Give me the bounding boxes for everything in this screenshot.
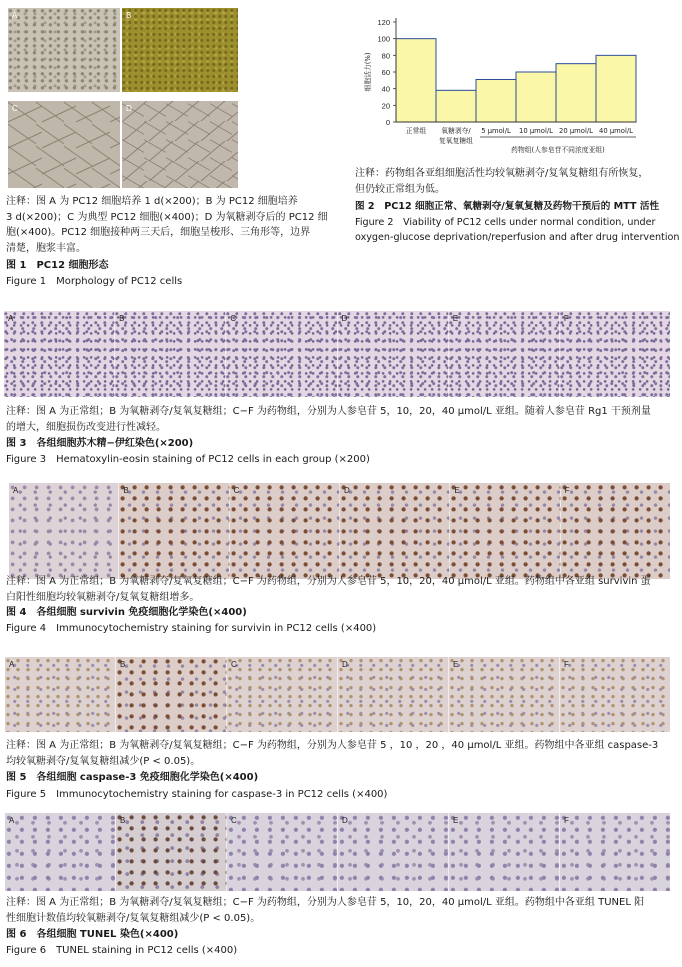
fig6-note-line: 注释：图 A 为正常组；B 为氧糖剥夺/复氧复糖组；C−F 为药物组，分别为人参皂苷 5，10，20，40 μmol/L 亚组。药物组中各亚组 TUNEL 阳: [6, 897, 645, 908]
fig1-note-line: 3 d(×200)；C 为典型 PC12 细胞(×400)；D 为氧糖剥夺后的 PC12 细: [6, 211, 328, 223]
bar: [396, 39, 436, 122]
fig5-title-en: Figure 5 Immunocytochemistry staining for caspase-3 in PC12 cells (×400): [6, 789, 388, 800]
fig6-title-cn: 图 6 各组细胞 TUNEL 染色(×400): [6, 929, 179, 940]
fig4-panel-f: [561, 483, 670, 579]
x-tick-label: 10 μmol/L: [519, 127, 553, 135]
fig1-panel-d: [122, 101, 238, 188]
fig6-panel-d: [338, 813, 449, 891]
fig4-image-strip: [9, 483, 670, 579]
fig4-panel-d: [340, 483, 450, 579]
y-tick-label: 100: [377, 34, 390, 44]
panel-label: D: [341, 314, 348, 323]
panel-label: E: [453, 816, 459, 825]
panel-label: B: [126, 11, 132, 20]
fig5-panel-a: [5, 657, 116, 732]
fig1-panel-c: [8, 101, 120, 188]
fig1-note: [6, 194, 336, 256]
fig4-panel-a: [9, 483, 119, 579]
x-tick-label: 复氧复糖组: [439, 137, 473, 145]
fig6-panel-c: [227, 813, 338, 891]
fig6-title-en: Figure 6 TUNEL staining in PC12 cells (×400): [6, 945, 238, 956]
fig5-note-line: 均较氧糖剥夺/复氧复糖组减少(P < 0.05)。: [6, 755, 201, 767]
panel-label: C: [231, 816, 237, 825]
fig3-panel-f: [560, 311, 670, 397]
panel-label: E: [454, 486, 460, 495]
fig1-panel-b: [122, 8, 238, 92]
x-axis-label: 药物组(人参皂苷不同浓度亚组): [511, 146, 605, 154]
panel-label: A: [13, 486, 19, 495]
fig3-panel-b: [115, 311, 226, 397]
panel-label: F: [564, 660, 569, 669]
fig1-title-cn: 图 1 PC12 细胞形态: [6, 260, 109, 271]
fig6-note: [6, 895, 678, 926]
fig5-note-line: 注释：图 A 为正常组；B 为氧糖剥夺/复氧复糖组；C−F 为药物组，分别为人参皂苷 5 ，10 ，20 ，40 μmol/L 亚组。药物组中各亚组 caspase-3: [6, 740, 659, 751]
fig5-panel-b: [116, 657, 227, 732]
y-tick-label: 120: [377, 18, 390, 27]
fig6-image-strip: [5, 813, 670, 891]
fig5-image-strip: [5, 657, 670, 732]
mtt-bar-chart: [352, 8, 652, 160]
fig6-panel-a: [5, 813, 116, 891]
panel-label: F: [563, 314, 569, 323]
panel-label: A: [8, 314, 14, 323]
panel-label: A: [9, 660, 15, 669]
fig2-note-line: 但仍较正常组为低。: [355, 183, 445, 195]
fig4-title-en: Figure 4 Immunocytochemistry staining for survivin in PC12 cells (×400): [6, 623, 377, 634]
fig6-note-line: 性细胞计数值均较氧糖剥夺/复氧复糖组减少(P < 0.05)。: [6, 912, 261, 924]
panel-label: C: [230, 314, 237, 323]
fig4-note-line: 白阳性细胞均较氧糖剥夺/复氧复糖组增多。: [6, 591, 200, 603]
panel-label: E: [452, 314, 459, 323]
fig4-panel-b: [119, 483, 229, 579]
y-tick-label: 0: [385, 118, 390, 127]
fig2-title-en: [355, 215, 679, 245]
panel-label: F: [564, 816, 569, 825]
panel-label: B: [119, 314, 125, 323]
bar: [476, 80, 516, 123]
panel-label: E: [453, 660, 459, 669]
panel-label: D: [342, 816, 348, 825]
bar: [516, 72, 556, 122]
panel-label: A: [12, 11, 18, 20]
fig1-note-line: 胞(×400)。PC12 细胞接种两三天后，细胞呈梭形、三角形等，边界: [6, 227, 311, 238]
fig1-title-en: Figure 1 Morphology of PC12 cells: [6, 276, 183, 287]
panel-label: D: [343, 486, 350, 495]
y-tick-label: 80: [381, 51, 390, 61]
fig3-title-en: Figure 3 Hematoxylin-eosin staining of PC12 cells in each group (×200): [6, 454, 370, 465]
fig3-panel-c: [226, 311, 337, 397]
fig6-panel-f: [560, 813, 670, 891]
bar: [556, 64, 596, 122]
fig5-panel-c: [227, 657, 338, 732]
fig3-title-cn: 图 3 各组细胞苏木精−伊红染色(×200): [6, 438, 194, 449]
x-tick-label: 氧糖剥夺/: [441, 127, 471, 135]
fig1-note-line: 清楚，胞浆丰富。: [6, 242, 86, 254]
fig3-panel-a: [4, 311, 115, 397]
fig5-panel-f: [560, 657, 670, 732]
y-tick-label: 40: [381, 84, 390, 94]
fig3-note-line: 的增大，细胞损伤改变进行性减轻。: [6, 421, 166, 433]
fig5-panel-d: [338, 657, 449, 732]
fig4-panel-c: [230, 483, 340, 579]
fig4-note: [6, 574, 678, 605]
bar: [596, 55, 636, 122]
panel-label: C: [231, 660, 237, 669]
panel-label: D: [342, 660, 348, 669]
fig4-title-cn: 图 4 各组细胞 survivin 免疫细胞化学染色(×400): [6, 607, 247, 618]
bar: [436, 90, 476, 122]
fig6-panel-b: [116, 813, 227, 891]
fig4-note-line: 注释：图 A 为正常组；B 为氧糖剥夺/复氧复糖组；C−F 为药物组，分别为人参皂苷 5，10，20，40 μmol/L 亚组。药物组中各亚组 survivin 蛋: [6, 576, 651, 587]
fig3-panel-d: [338, 311, 449, 397]
fig5-panel-e: [449, 657, 560, 732]
fig3-note: [6, 404, 678, 435]
fig4-panel-e: [450, 483, 560, 579]
panel-label: B: [123, 486, 129, 495]
fig5-title-cn: 图 5 各组细胞 caspase-3 免疫细胞化学染色(×400): [6, 772, 259, 783]
fig1-panel-a: [8, 8, 120, 92]
fig3-panel-e: [449, 311, 560, 397]
panel-label: B: [120, 816, 126, 825]
x-tick-label: 5 μmol/L: [481, 127, 511, 135]
x-tick-label: 20 μmol/L: [559, 127, 593, 135]
panel-label: C: [12, 104, 18, 113]
panel-label: C: [233, 486, 240, 495]
fig2-note-line: 注释：药物组各亚组细胞活性均较氧糖剥夺/复氧复糖组有所恢复，: [355, 168, 649, 179]
fig6-panel-e: [449, 813, 560, 891]
fig2-title-en-line: Figure 2 Viability of PC12 cells under normal condition, under: [355, 217, 656, 228]
fig2-title-cn: 图 2 PC12 细胞正常、氧糖剥夺/复氧复糖及药物干预后的 MTT 活性: [355, 201, 660, 212]
fig3-note-line: 注释：图 A 为正常组；B 为氧糖剥夺/复氧复糖组；C−F 为药物组，分别为人参皂苷 5，10，20，40 μmol/L 亚组。随着人参皂苷 Rg1 干预剂量: [6, 406, 651, 417]
fig5-note: [6, 738, 678, 769]
fig2-note: [355, 166, 675, 197]
panel-label: A: [9, 816, 15, 825]
fig2-title-en-line: oxygen-glucose deprivation/reperfusion and after drug intervention: [355, 232, 680, 243]
y-tick-label: 60: [381, 68, 390, 77]
y-axis-label: 细胞活力(%): [364, 52, 372, 92]
x-tick-label: 40 μmol/L: [599, 127, 633, 135]
fig3-image-strip: [4, 311, 670, 397]
x-tick-label: 正常组: [405, 127, 427, 135]
panel-label: F: [564, 486, 570, 495]
panel-label: D: [126, 104, 132, 113]
y-tick-label: 20: [381, 101, 390, 111]
panel-label: B: [120, 660, 126, 669]
fig1-note-line: 注释：图 A 为 PC12 细胞培养 1 d(×200)；B 为 PC12 细胞培养: [6, 196, 298, 207]
